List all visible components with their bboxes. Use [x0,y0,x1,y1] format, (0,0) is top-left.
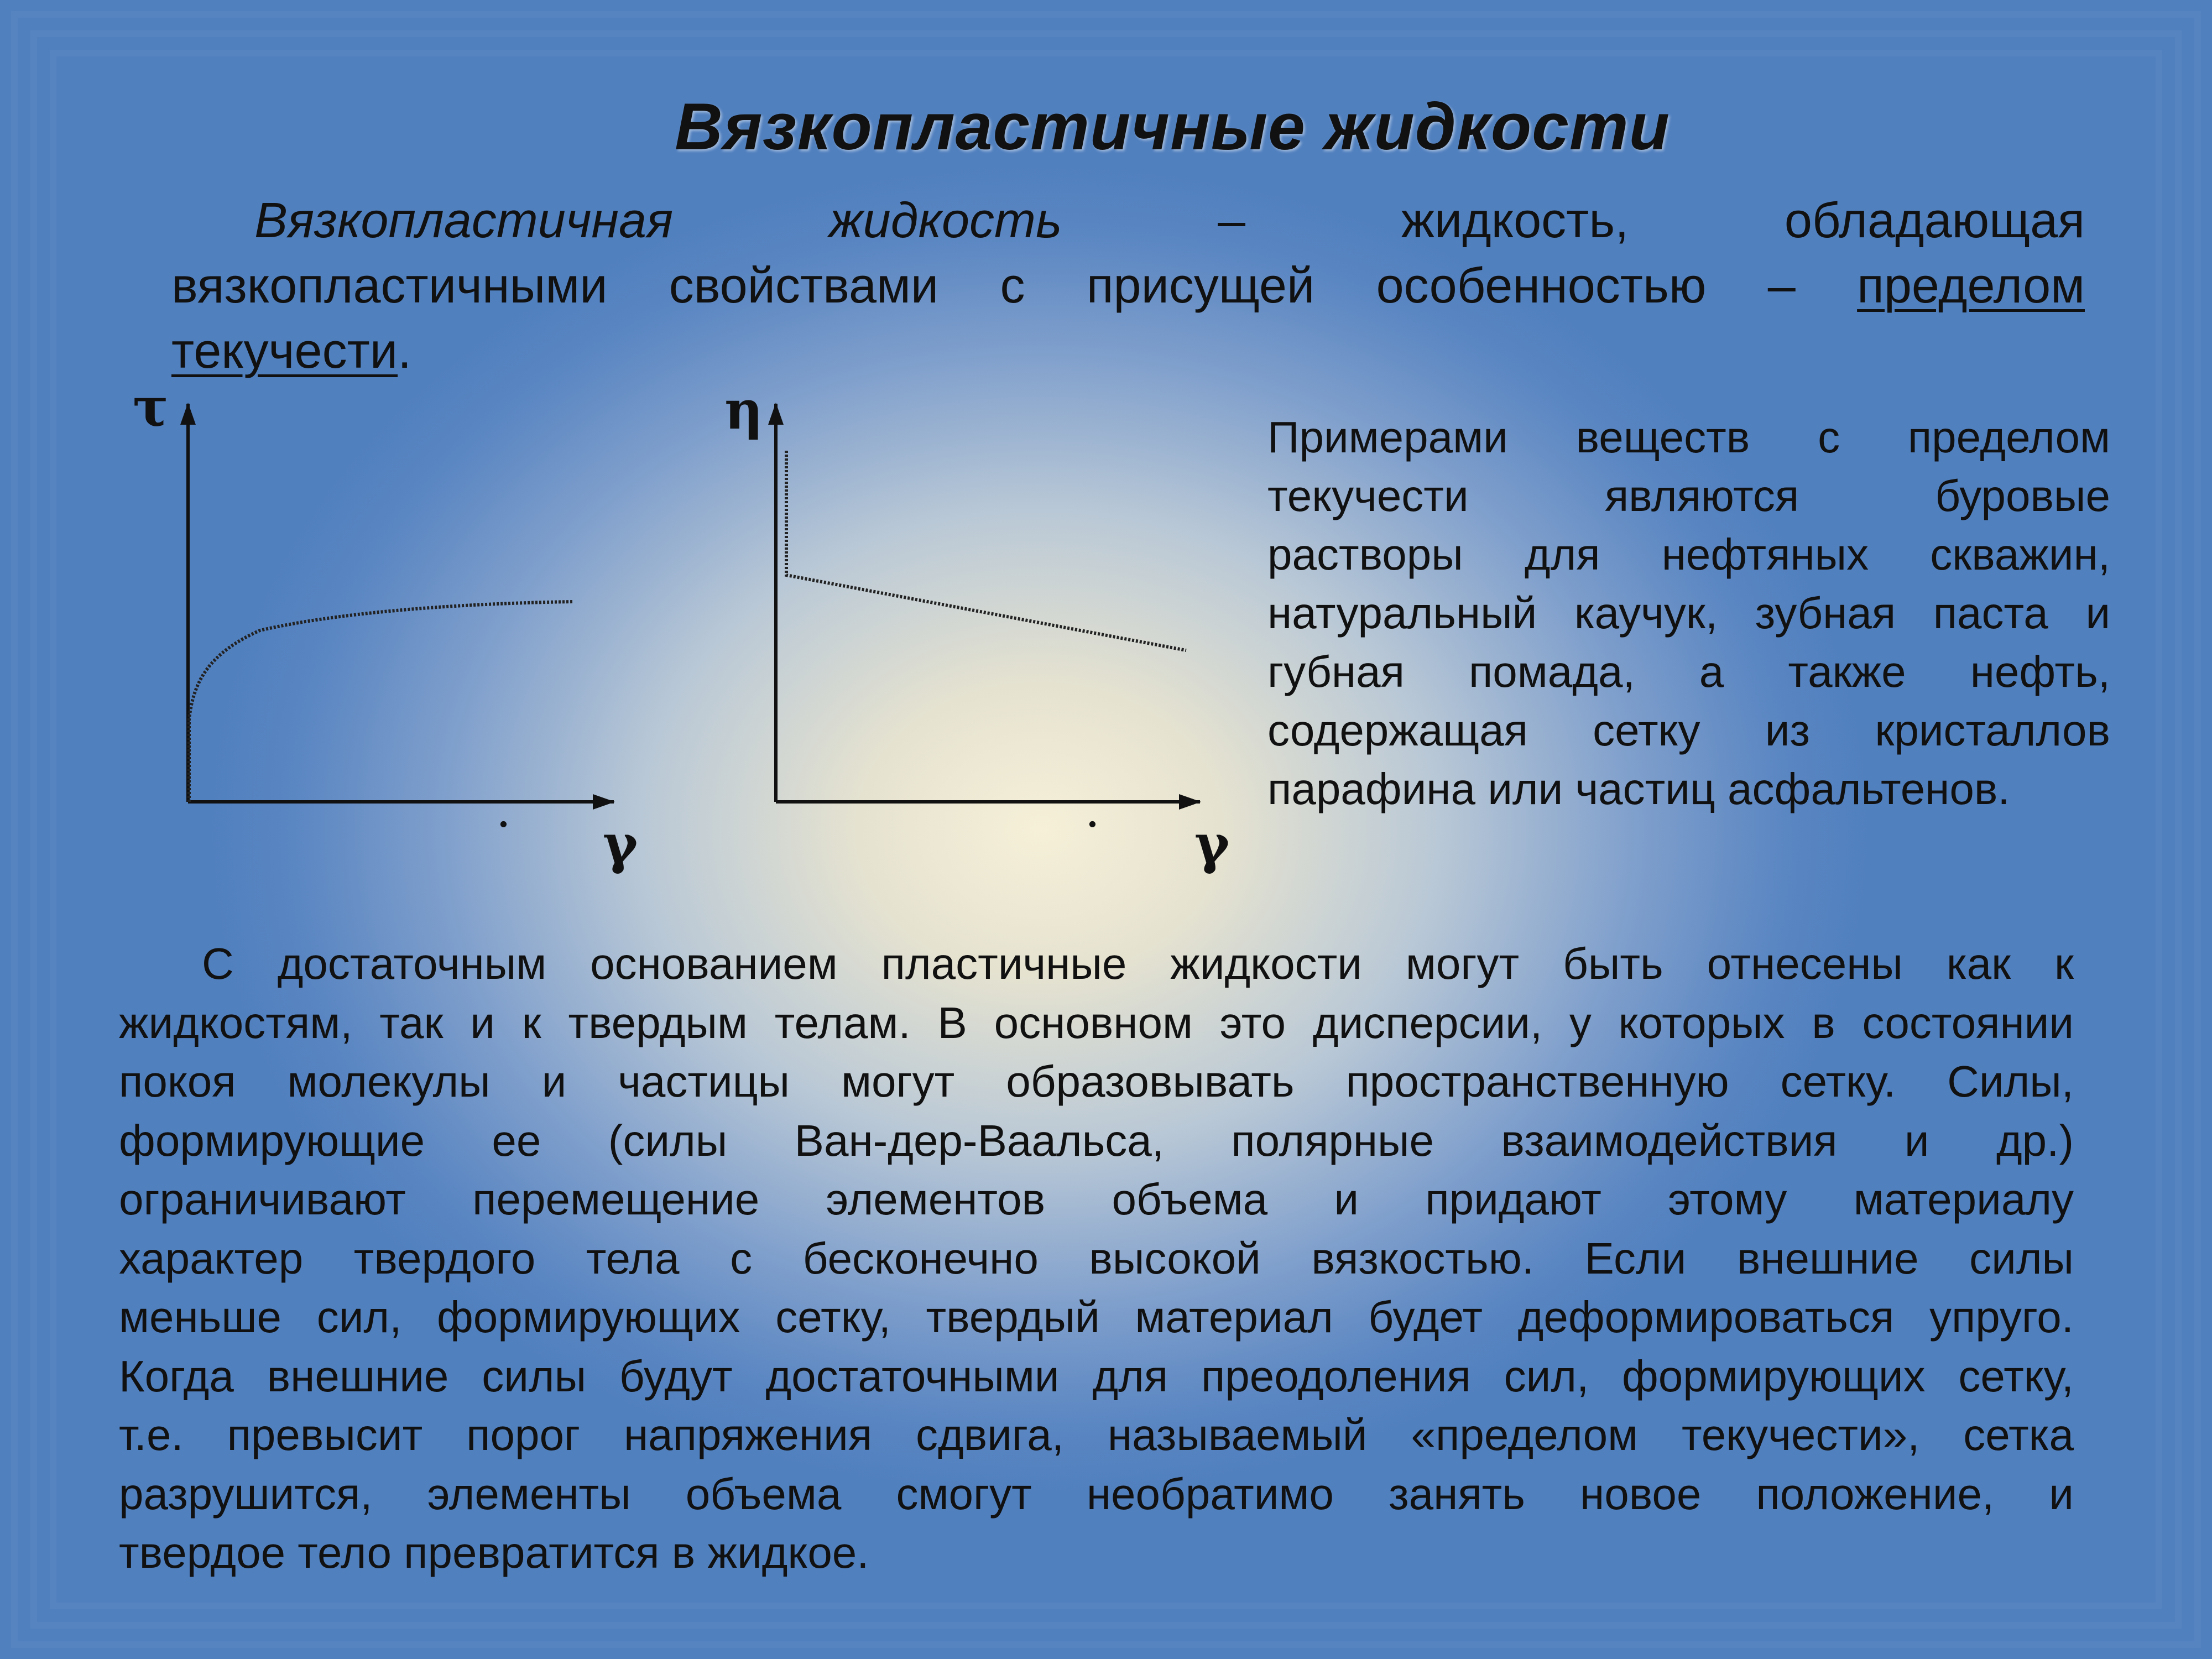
definition-word: жидкость, [1401,193,1629,248]
left-x-dot: . [498,796,509,835]
body-line: меньше сил, формирующих сетку, твердый материал будет деформироваться упруго. [119,1292,2074,1342]
body-line: ограничивают перемещение элементов объема и придают этому материалу [119,1175,2074,1224]
viscosity-graph [724,379,1230,875]
body-line: т.е. превысит порог напряжения сдвига, называемый «пределом текучести», сетка [119,1410,2074,1459]
examples-line: растворы для нефтяных скважин, [1267,530,2110,579]
body-line: характер твердого тела с бесконечно высокой вязкостью. Если внешние силы [119,1233,2074,1283]
right-y-symbol: η [724,379,763,441]
left-y-symbol: τ [133,376,169,439]
left-flow-curve [189,602,572,802]
definition-line-2-text: вязкопластичными свойствами с присущей особенностью – [171,258,1796,314]
left-x-symbol: γ [603,813,638,875]
definition-dash: – [1217,193,1246,248]
examples-line: содержащая сетку из кристаллов [1267,706,2110,755]
body-line: формирующие ее (силы Ван-дер-Ваальса, полярные взаимодействия и др.) [119,1115,2074,1165]
examples-line: натуральный каучук, зубная паста и [1267,588,2110,638]
definition-word: обладающая [1784,193,2085,248]
yield-stress-term-part-1: пределом [1857,258,2085,314]
yield-stress-term-part-2: текучести [171,324,398,379]
body-line: твердое тело превратится в жидкое. [119,1528,869,1577]
right-viscosity-curve [786,451,1186,650]
definition-term-word-1: Вязкопластичная [254,193,674,248]
definition-end: . [398,324,412,379]
body-line: жидкостям, так и к твердым телам. В основном это дисперсии, у которых в состоянии [119,998,2074,1047]
body-line: покоя молекулы и частицы могут образовывать пространственную сетку. Силы, [119,1057,2074,1106]
slide-title: Вязкопластичные жидкости [675,90,1670,164]
body-line: разрушится, элементы объема смогут необратимо занять новое положение, и [119,1469,2074,1519]
right-x-symbol: γ [1194,813,1230,875]
shear-stress-graph [133,376,638,875]
body-line: С достаточным основанием пластичные жидкости могут быть отнесены как к [202,939,2074,988]
examples-line: губная помада, а также нефть, [1267,647,2110,696]
definition-term-word-2: жидкость [828,193,1062,248]
examples-paragraph [1267,408,2110,818]
examples-line: текучести являются буровые [1267,471,2110,520]
examples-line: парафина или частиц асфальтенов. [1267,764,2010,813]
body-paragraph [119,935,2074,1583]
right-x-dot: . [1087,796,1098,835]
body-line: Когда внешние силы будут достаточными для преодоления сил, формирующих сетку, [119,1351,2074,1401]
examples-line: Примерами веществ с пределом [1267,413,2110,462]
